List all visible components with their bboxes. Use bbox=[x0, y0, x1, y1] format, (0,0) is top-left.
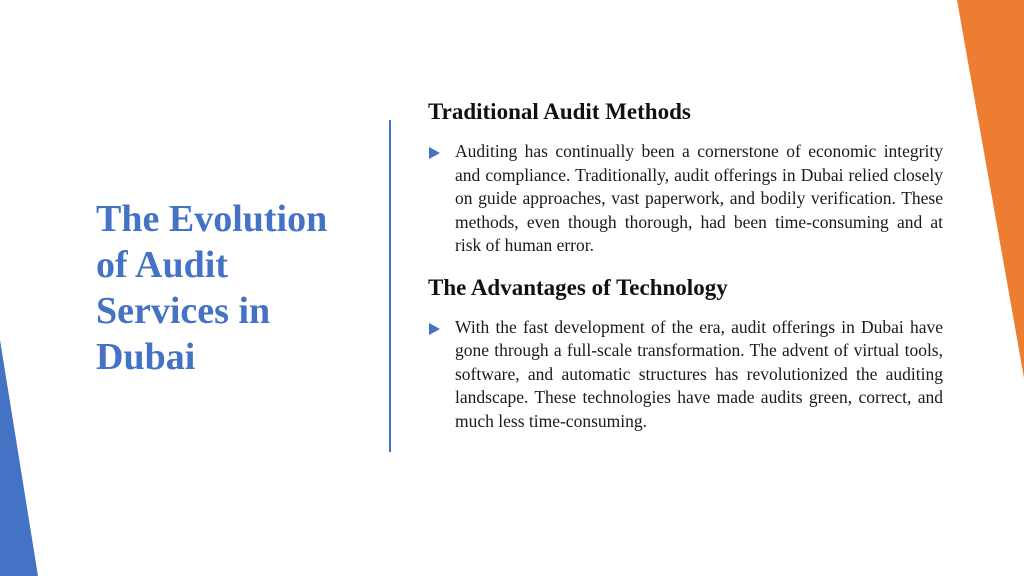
vertical-divider bbox=[389, 120, 391, 452]
bullet-item bbox=[428, 316, 943, 434]
section-heading-technology: The Advantages of Technology bbox=[428, 274, 728, 300]
bullet-text: Auditing has continually been a cornerstone of economic integrity and compliance. Traditionally, audit offerings in Dubai relied closely on guide approaches, vast paperwork, and bodily verification. These methods, even though thorough, had been time-consuming and at risk of human error. bbox=[455, 141, 943, 255]
bullet-text: With the fast development of the era, audit offerings in Dubai have gone through a full-scale transformation. The advent of virtual tools, software, and automatic structures has revolutionized the auditing landscape. These technologies have made audits green, correct, and much less time-consuming. bbox=[455, 316, 943, 431]
content-column bbox=[428, 96, 943, 433]
bullet-item bbox=[428, 140, 943, 258]
right-orange-stripe bbox=[957, 0, 1024, 378]
slide-title: The Evolution of Audit Services in Dubai bbox=[96, 198, 328, 378]
left-blue-stripe bbox=[0, 340, 38, 576]
triangle-bullet-icon bbox=[429, 147, 440, 159]
triangle-bullet-icon bbox=[429, 323, 440, 335]
section-heading-traditional: Traditional Audit Methods bbox=[428, 99, 691, 124]
